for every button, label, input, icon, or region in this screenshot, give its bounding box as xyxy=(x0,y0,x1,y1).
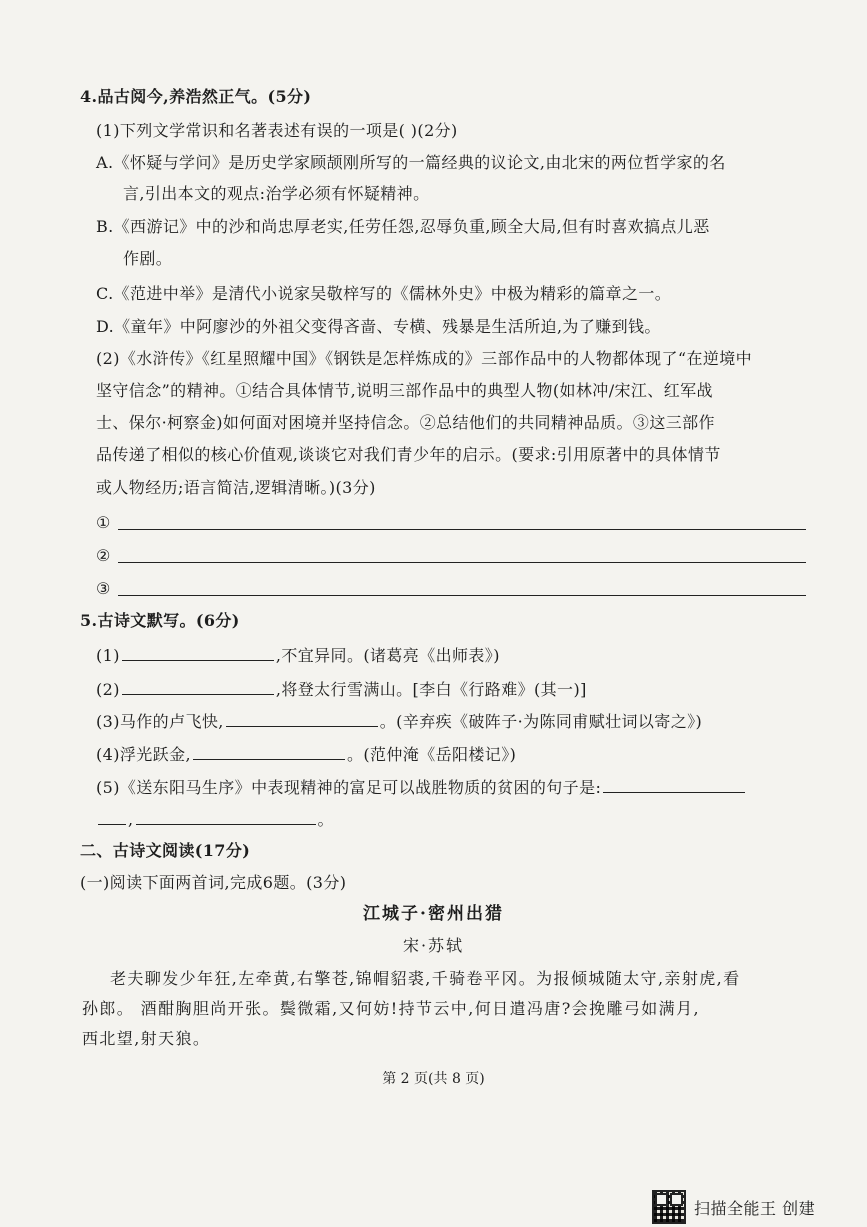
section2-part1: (一)阅读下面两首词,完成6题。(3分) xyxy=(80,873,347,892)
answer-number-1: ① xyxy=(96,513,111,532)
q5-item-5-blank-1[interactable] xyxy=(603,776,745,793)
q5-item-3 xyxy=(96,710,702,733)
poem-author: 宋·苏轼 xyxy=(402,936,465,955)
q5-item-2 xyxy=(96,678,587,701)
q4-sub2-line3: 士、保尔·柯察金)如何面对困境并坚持信念。②总结他们的共同精神品质。③这三部作 xyxy=(96,413,715,432)
answer-number-2: ② xyxy=(96,546,111,565)
q4-sub2-line2: 坚守信念”的精神。①结合具体情节,说明三部作品中的典型人物(如林冲/宋江、红军战 xyxy=(96,381,713,400)
q5-item-2-blank[interactable] xyxy=(122,678,274,695)
poem-line-1: 老夫聊发少年狂,左牵黄,右擎苍,锦帽貂裘,千骑卷平冈。为报倾城随太守,亲射虎,看 xyxy=(110,969,741,988)
q5-item-4 xyxy=(96,743,516,766)
q5-item-2-prefix: (2) xyxy=(96,680,120,699)
q5-item-5-blank-2[interactable] xyxy=(136,808,316,825)
q5-item-3-suffix: 。(辛弃疾《破阵子·为陈同甫赋壮词以寄之》) xyxy=(379,712,703,731)
q4-option-d: D.《童年》中阿廖沙的外祖父变得吝啬、专横、残暴是生活所迫,为了赚到钱。 xyxy=(96,317,661,336)
q4-option-b-line2: 作剧。 xyxy=(123,249,173,268)
q5-item-5-continued xyxy=(96,808,334,831)
scanner-watermark: 扫描全能王 创建 xyxy=(694,1199,816,1218)
q4-sub1: (1)下列文学常识和名著表述有误的一项是( )(2分) xyxy=(96,121,458,140)
q4-sub2-line1: (2)《水浒传》《红星照耀中国》《钢铁是怎样炼成的》三部作品中的人物都体现了“在逆境中 xyxy=(96,349,753,368)
q5-item-5-end: 。 xyxy=(317,810,334,829)
page-footer: 第 2 页(共 8 页) xyxy=(382,1071,485,1087)
q4-sub2-line5: 或人物经历;语言简洁,逻辑清晰。)(3分) xyxy=(96,478,376,497)
q4-option-a-line2: 言,引出本文的观点:治学必须有怀疑精神。 xyxy=(123,184,430,203)
answer-number-3: ③ xyxy=(96,579,111,598)
q5-item-2-suffix: ,将登太行雪满山。[李白《行路难》(其一)] xyxy=(275,680,587,699)
qr-code-icon xyxy=(652,1190,686,1224)
answer-rule-2 xyxy=(118,562,806,563)
q5-item-5-text: (5)《送东阳马生序》中表现精神的富足可以战胜物质的贫困的句子是: xyxy=(96,778,602,797)
q5-item-4-prefix: (4)浮光跃金, xyxy=(96,745,191,764)
q5-item-1 xyxy=(96,644,500,667)
q4-sub2-line4: 品传递了相似的核心价值观,谈谈它对我们青少年的启示。(要求:引用原著中的具体情节 xyxy=(96,445,721,464)
q5-item-5 xyxy=(96,776,747,799)
section2-title: 二、古诗文阅读(17分) xyxy=(80,841,251,860)
q5-item-4-blank[interactable] xyxy=(193,743,345,760)
q5-item-4-suffix: 。(范仲淹《岳阳楼记》) xyxy=(346,745,517,764)
q5-item-5-blank-1-cont[interactable] xyxy=(98,808,126,825)
q5-item-1-suffix: ,不宜异同。(诸葛亮《出师表》) xyxy=(275,646,500,665)
q4-option-a-line1: A.《怀疑与学问》是历史学家顾颉刚所写的一篇经典的议论文,由北宋的两位哲学家的名 xyxy=(96,153,726,172)
q5-item-1-prefix: (1) xyxy=(96,646,120,665)
q5-item-5-separator: , xyxy=(128,810,134,829)
poem-title: 江城子·密州出猎 xyxy=(363,904,504,924)
q5-item-3-blank[interactable] xyxy=(226,710,378,727)
poem-line-3: 西北望,射天狼。 xyxy=(82,1029,211,1048)
answer-rule-3 xyxy=(118,595,806,596)
q4-option-b-line1: B.《西游记》中的沙和尚忠厚老实,任劳任怨,忍辱负重,顾全大局,但有时喜欢搞点儿恶 xyxy=(96,217,710,236)
answer-rule-1 xyxy=(118,529,806,530)
q5-title: 5.古诗文默写。(6分) xyxy=(80,611,240,630)
poem-line-2: 孙郎。 酒酣胸胆尚开张。鬓微霜,又何妨!持节云中,何日遣冯唐?会挽雕弓如满月, xyxy=(82,999,700,1018)
q4-option-c: C.《范进中举》是清代小说家吴敬梓写的《儒林外史》中极为精彩的篇章之一。 xyxy=(96,284,672,303)
q5-item-1-blank[interactable] xyxy=(122,644,274,661)
q5-item-3-prefix: (3)马作的卢飞快, xyxy=(96,712,224,731)
q4-title: 4.品古阅今,养浩然正气。(5分) xyxy=(80,87,312,106)
